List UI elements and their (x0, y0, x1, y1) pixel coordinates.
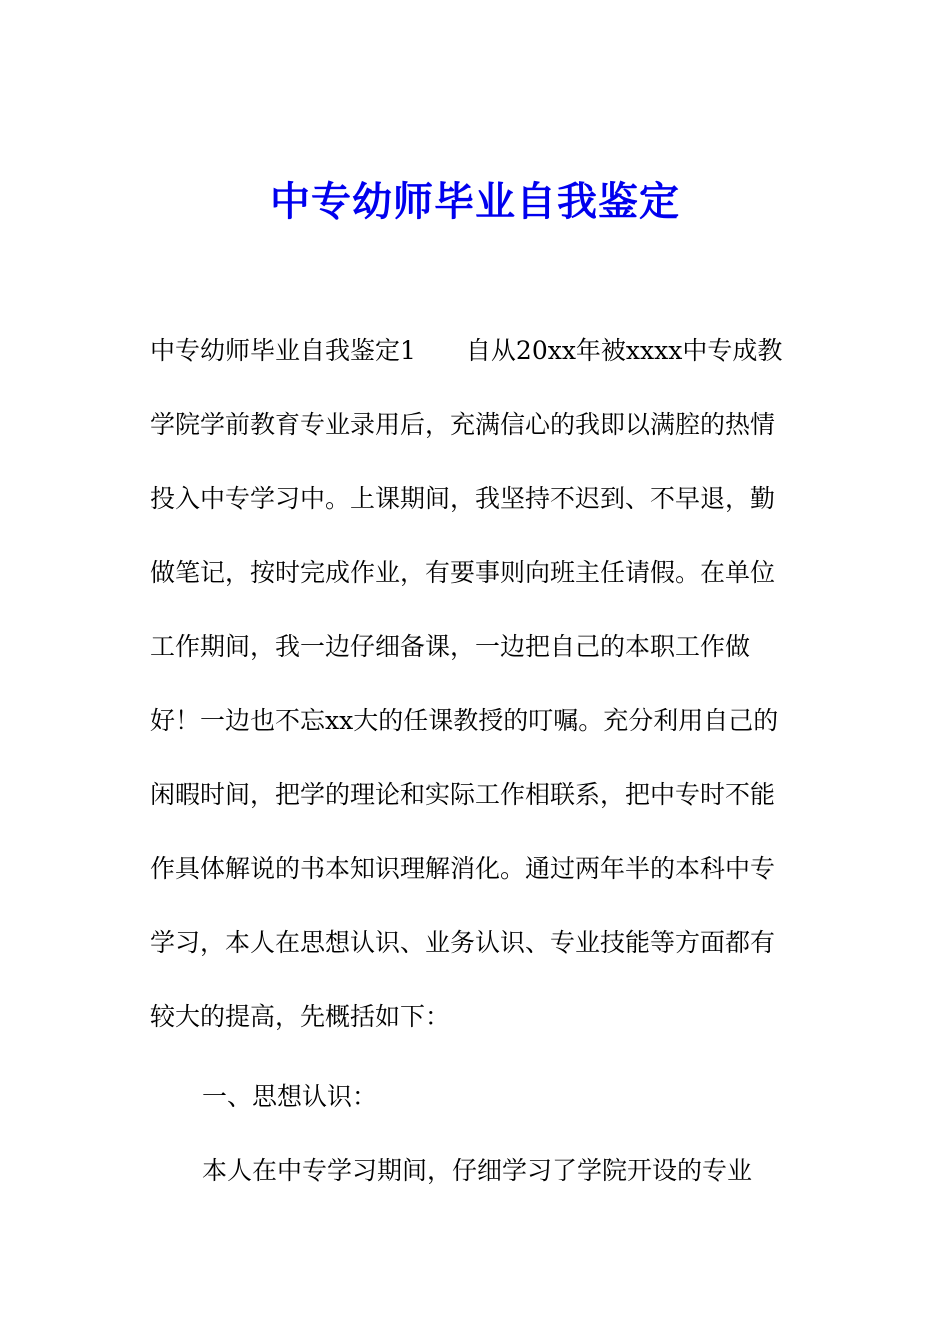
paragraph-line-first (150, 331, 782, 371)
paragraph-line: 做笔记，按时完成作业，有要事则向班主任请假。在单位 (150, 558, 776, 587)
document-title: 中专幼师毕业自我鉴定 (270, 179, 680, 225)
section-heading: 一、思想认识： (202, 1082, 378, 1111)
paragraph-line: 较大的提高，先概括如下： (150, 1002, 451, 1031)
paragraph-line: 学习，本人在思想认识、业务认识、专业技能等方面都有 (150, 928, 776, 957)
paragraph-line: 工作期间，我一边仔细备课，一边把自己的本职工作做 (150, 632, 751, 661)
section-title-inline: 中专幼师毕业自我鉴定1 (150, 336, 416, 365)
paragraph-line: 好！一边也不忘xx大的任课教授的叮嘱。充分利用自己的 (150, 706, 779, 735)
paragraph-line: 学院学前教育专业录用后，充满信心的我即以满腔的热情 (150, 410, 776, 439)
paragraph-line: 作具体解说的书本知识理解消化。通过两年半的本科中专 (150, 854, 776, 883)
paragraph-text-start: 自从20xx年被xxxx中专成教 (465, 336, 783, 365)
paragraph-line: 本人在中专学习期间，仔细学习了学院开设的专业 (202, 1156, 753, 1185)
paragraph-line: 投入中专学习中。上课期间，我坚持不迟到、不早退，勤 (150, 484, 776, 513)
paragraph-line: 闲暇时间，把学的理论和实际工作相联系，把中专时不能 (150, 780, 776, 809)
